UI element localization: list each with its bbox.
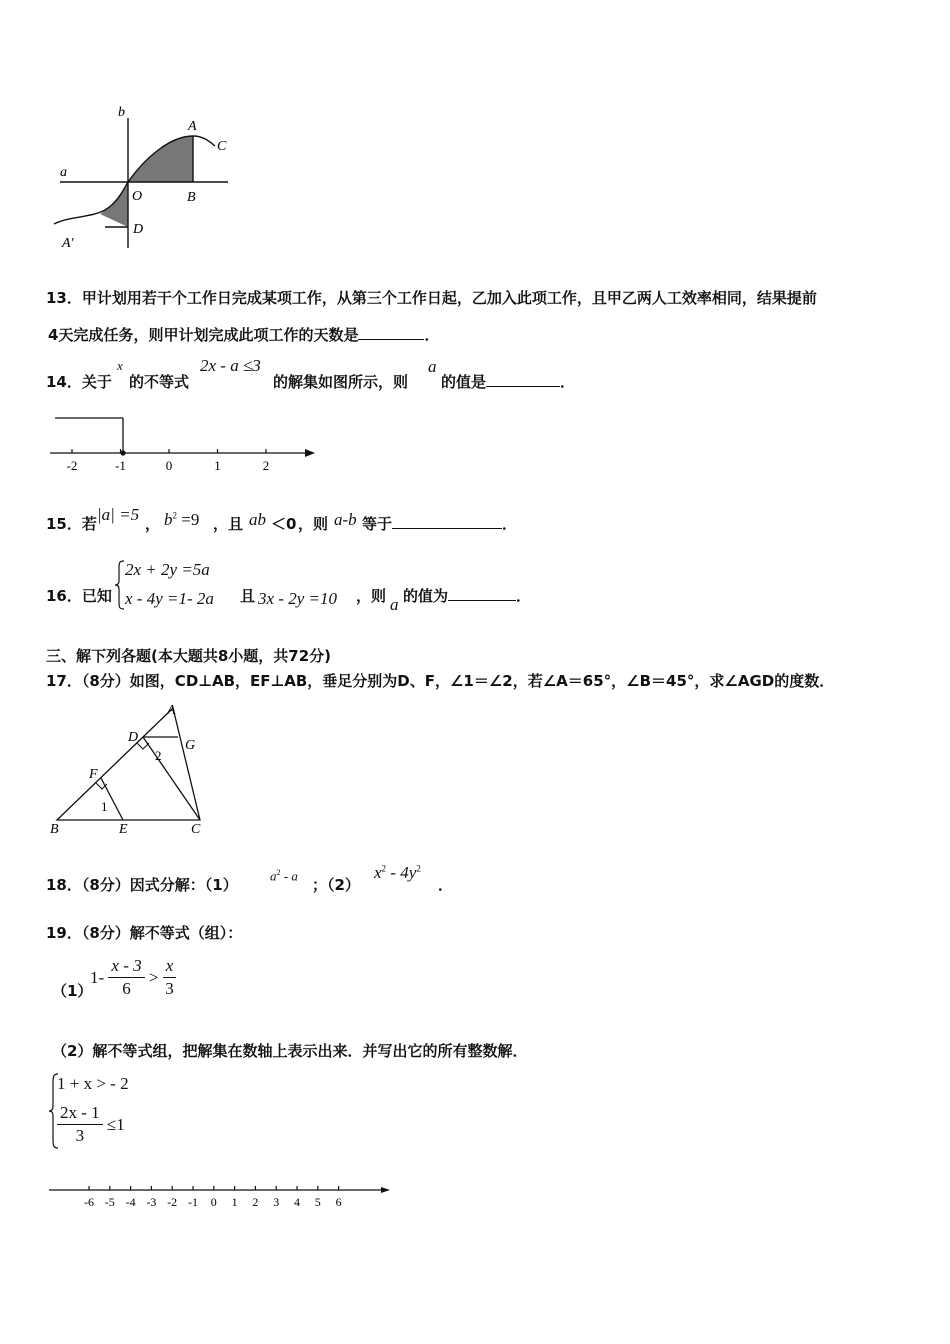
- q18-expr1-rest: - a: [280, 868, 298, 884]
- q18-prefix: 18．（8分）因式分解：（1）: [46, 876, 238, 894]
- q14-mid3-text: 的值是: [441, 373, 487, 391]
- q15-a-minus-b: a-b: [334, 510, 357, 529]
- label-A-prime: A′: [62, 236, 74, 251]
- q16-eq1: 2x + 2y =5a: [125, 560, 210, 579]
- q14-tick-label: 1: [214, 458, 221, 473]
- q14-mid3: [441, 371, 575, 392]
- label-b: b: [118, 105, 125, 120]
- label-B: B: [187, 190, 196, 205]
- q19-p1-gt: >: [148, 967, 159, 987]
- q19-p1-lead: 1-: [90, 967, 105, 987]
- fig-label-E: E: [119, 822, 128, 837]
- q19-sys-line2: [57, 1102, 125, 1147]
- q14-number-line: [45, 408, 325, 478]
- q14-inequality: 2x - a ≤3: [200, 356, 261, 375]
- fig-label-C: C: [191, 822, 201, 837]
- q19-p1-frac1: [108, 955, 144, 1000]
- q13-answer-blank: [358, 325, 424, 340]
- q19-sys-frac: [57, 1102, 103, 1147]
- q14-var-x: x: [117, 358, 123, 373]
- q18-expr1: [270, 868, 298, 884]
- q16-mid3-text: 的值为: [403, 587, 449, 605]
- q15-b-rest: =9: [177, 510, 200, 529]
- fig-label-B: B: [50, 822, 59, 837]
- q16-eq2: x - 4y =1- 2a: [125, 589, 214, 608]
- q16-mid3: [403, 585, 531, 606]
- q14-end: ．: [560, 373, 576, 391]
- q16-end: ．: [516, 587, 532, 605]
- q19-tick-label: -6: [84, 1195, 94, 1209]
- q15-end: ．: [502, 515, 518, 533]
- q15-mid3: [362, 513, 517, 534]
- fig-label-1: 1: [101, 799, 108, 814]
- q19-part2-text: （2）解不等式组，把解集在数轴上表示出来．并写出它的所有整数解．: [52, 1042, 528, 1060]
- q19-sys-num: 2x - 1: [57, 1102, 103, 1125]
- q19-title: 19．（8分）解不等式（组）：: [46, 924, 243, 942]
- q17-triangle-figure: [45, 700, 225, 842]
- label-A: A: [188, 119, 197, 134]
- label-a: a: [60, 165, 67, 180]
- q19-p1-den2: 3: [165, 979, 174, 998]
- q19-p1-num2: x: [163, 955, 177, 978]
- q19-tick-label: -1: [188, 1195, 198, 1209]
- q15-mid2: ，则: [298, 515, 329, 533]
- q15-b: b: [164, 510, 173, 529]
- fig-label-G: G: [185, 738, 196, 753]
- q18-expr2: [374, 863, 421, 883]
- q15-sep: ，: [145, 515, 161, 533]
- label-C: C: [217, 139, 227, 154]
- fig-label-2: 2: [155, 748, 162, 763]
- q19-tick-label: -4: [125, 1195, 136, 1209]
- q19-tick-label: 1: [231, 1195, 238, 1209]
- q19-sys-den: 3: [75, 1126, 85, 1145]
- q14-tick-label: -2: [66, 458, 78, 473]
- q14-prefix: 14．关于: [46, 373, 112, 391]
- q15-prefix: 15．若: [46, 515, 97, 533]
- q14-tick-label: 2: [262, 458, 270, 473]
- q19-p1-den1: 6: [122, 979, 131, 998]
- q19-tick-label: 5: [314, 1195, 321, 1209]
- q14-tick-label: 0: [165, 458, 173, 473]
- q14-tick-label: -1: [115, 458, 126, 473]
- q16-mid2: ，则: [356, 587, 387, 605]
- q14-answer-blank: [486, 372, 560, 387]
- q19-p1-frac2: [163, 955, 177, 1000]
- q19-number-line: [45, 1180, 395, 1214]
- q19-tick-label: 0: [210, 1195, 217, 1209]
- q15-b-sup: 2: [172, 510, 177, 521]
- q15-ab: ab: [249, 510, 266, 529]
- curve-figure: [50, 98, 250, 258]
- q13-line2-text: 4天完成任务，则甲计划完成此项工作的天数是: [48, 326, 359, 344]
- q18-y-sup: 2: [416, 863, 421, 874]
- section-3-heading: 三、解下列各题(本大题共8小题，共72分): [46, 647, 332, 665]
- q19-part1-label: （1）: [52, 982, 93, 1000]
- q19-sys-line1: 1 + x > - 2: [57, 1074, 129, 1093]
- fig-label-D: D: [128, 730, 139, 745]
- q19-tick-label: -5: [104, 1195, 115, 1209]
- q16-eq3: 3x - 2y =10: [258, 589, 337, 608]
- q19-tick-label: 4: [294, 1195, 300, 1209]
- q19-sys-le: ≤1: [106, 1114, 125, 1134]
- fig-label-A: A: [167, 703, 176, 718]
- q19-part1-expression: [90, 955, 176, 1000]
- q15-answer-blank: [392, 514, 502, 529]
- q18-a-sup: 2: [276, 868, 281, 877]
- q15-b-squared: [164, 510, 199, 530]
- q19-tick-label: -3: [146, 1195, 157, 1209]
- q16-mid1: 且: [240, 587, 256, 605]
- q19-tick-label: -2: [167, 1195, 178, 1209]
- q13-line1: 13．甲计划用若干个工作日完成某项工作，从第三个工作日起，乙加入此项工作，且甲乙两人工效率相同，结果提前: [46, 289, 817, 307]
- q13-end: ．: [424, 326, 440, 344]
- q16-var-a: a: [390, 595, 399, 614]
- q18-expr2-mid: - 4y: [386, 863, 417, 882]
- q17-text: 17．（8分）如图，CD⊥AB，EF⊥AB，垂足分别为D、F，∠1＝∠2，若∠A＝65°，∠B＝45°，求∠AGD的度数．: [46, 672, 835, 690]
- label-O: O: [132, 189, 143, 204]
- q14-mid2: 的解集如图所示，则: [273, 373, 409, 391]
- q19-tick-label: 6: [335, 1195, 342, 1209]
- q18-sep: ；（2）: [312, 876, 360, 894]
- q18-x-sup: 2: [381, 863, 387, 874]
- q16-prefix: 16．已知: [46, 587, 112, 605]
- q18-a: a: [270, 868, 277, 884]
- q15-abs-a: |a| =5: [97, 505, 140, 524]
- q18-x: x: [374, 863, 382, 882]
- q18-end: ．: [438, 876, 454, 894]
- q15-mid3-text: 等于: [362, 515, 393, 533]
- q19-p1-num1: x - 3: [108, 955, 144, 978]
- q14-var-a: a: [428, 357, 437, 376]
- q15-lt0: ＜0: [271, 515, 297, 533]
- q19-tick-label: 3: [273, 1195, 280, 1209]
- label-D: D: [133, 222, 144, 237]
- q14-mid1: 的不等式: [129, 373, 190, 391]
- q13-line2: [48, 324, 439, 345]
- fig-label-F: F: [89, 767, 98, 782]
- q15-mid1: ，且: [213, 515, 244, 533]
- q19-tick-label: 2: [252, 1195, 259, 1209]
- q16-answer-blank: [448, 586, 516, 601]
